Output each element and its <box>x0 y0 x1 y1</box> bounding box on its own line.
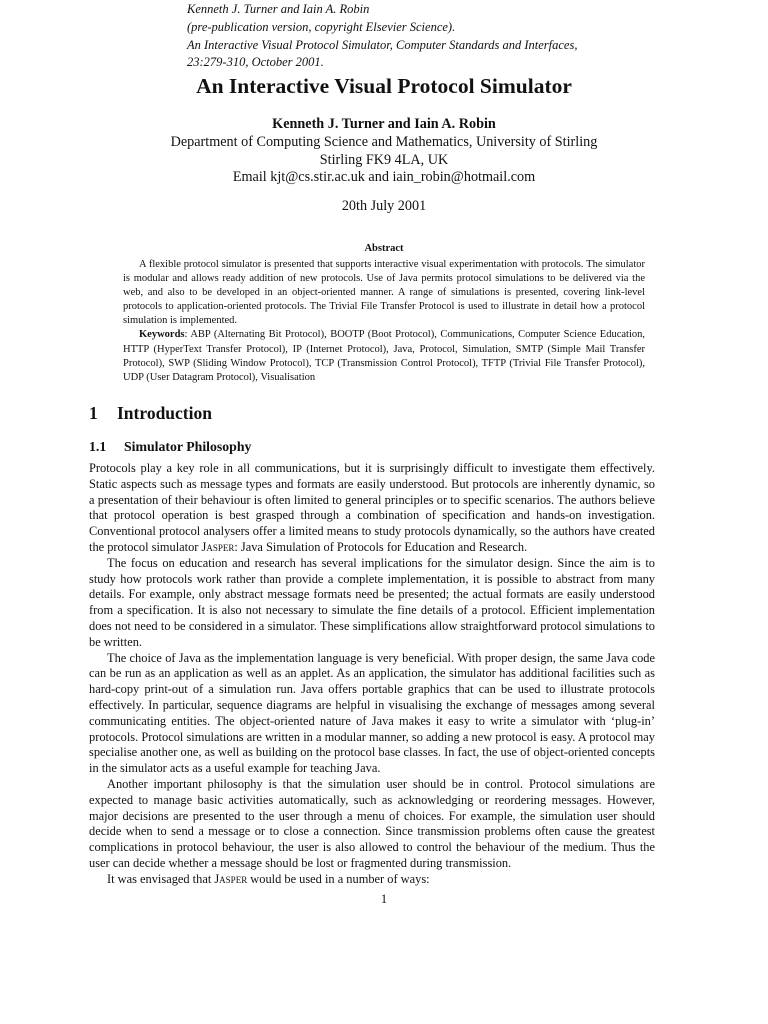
keywords-paragraph <box>123 328 645 384</box>
affiliation-line: Department of Computing Science and Mathematics, University of Stirling <box>170 134 598 150</box>
abstract-body <box>123 258 645 385</box>
publication-note-line: 23:279-310, October 2001. <box>187 55 324 70</box>
paragraph: The choice of Java as the implementation language is very beneficial. With proper design, the same Java code can be run as an application as well as an applet. As an application, the simulator has additional facilities such as hard-copy print-out of a simulation run. Java offers portable graphics that can be used to illustrate protocols effectively. In particular, sequence diagrams are helpful in visualising the exchange of messages among several communicating entities. The object-oriented nature of Java makes it easy to write a simulator with ‘plug-in’ protocols. Protocol simulations are written in a modular manner, so adding a new protocol is easy. A protocol may specialise another one, as well as building on the protocol base classes. In fact, the use of object-oriented concepts in the simulator acts as a useful example for teaching Java. <box>89 650 655 776</box>
publication-note-line: (pre-publication version, copyright Elsevier Science). <box>187 19 456 34</box>
paragraph: The focus on education and research has several implications for the simulator design. Since the aim is to study how protocols work rather than provide a complete implementation, it is possible to abstract from many details. For example, only abstract message formats need be presented; the actual formats are easily understood from a specification. It is also not necessary to simulate the fine details of a protocol. Efficient implementation does not need to be considered in a simulator. These simplifications allow straightforward protocol simulations to be written. <box>89 555 655 649</box>
affiliation <box>0 134 768 169</box>
abstract-text: A flexible protocol simulator is presented that supports interactive visual experimentation with protocols. The simulator is modular and allows ready addition of new protocols. Use of Java permits protocol simulations to be delivered via the web, and also to be developed in an object-oriented manner. A range of simulations is presented, covering link-level protocols to application-oriented protocols. The Trivial File Transfer Protocol is used to illustrate in detail how a protocol simulation is implemented. <box>123 259 645 327</box>
simulator-name: Jasper <box>214 871 248 886</box>
authors: Kenneth J. Turner and Iain A. Robin <box>272 116 496 132</box>
paragraph-text: It was envisaged that <box>107 871 215 886</box>
publication-note-line: Kenneth J. Turner and Iain A. Robin <box>187 2 370 16</box>
paragraph-text: : Java Simulation of Protocols for Education and Research. <box>234 539 528 554</box>
keywords-text: : ABP (Alternating Bit Protocol), BOOTP (Boot Protocol), Communications, Computer Science Education, HTTP (HyperText Transfer Protocol), IP (Internet Protocol), Java, Protocol, Simulation, SMTP (Simple Mail Transfer Protocol), SWP (Sliding Window Protocol), TCP (Transmission Control Protocol), TFTP (Trivial File Transfer Protocol), UDP (User Datagram Protocol), Visualisation <box>123 329 645 383</box>
section-heading-introduction <box>89 402 212 424</box>
page-number: 1 <box>380 892 388 906</box>
publication-note <box>187 1 747 72</box>
paragraph-text: Protocols play a key role in all communications, but it is surprisingly difficult to investigate them effectively. Static aspects such as message types and formats are easily understood. But protocols are inherently dynamic, so a presentation of their behaviour is often limited to general principles or to specific scenarios. The authors believe that protocol operation is best grasped through a combination of specification and hands-on investigation. Conventional protocol analysers offer a limited means to study protocols dynamically, so the authors have created the protocol simulator <box>89 461 655 554</box>
subsection-number: 1.1 <box>89 439 107 454</box>
body-text <box>89 461 655 888</box>
keywords-label: Keywords <box>139 329 185 341</box>
abstract-heading: Abstract <box>364 243 404 254</box>
subsection-heading-simulator-philosophy <box>89 438 251 456</box>
subsection-title: Simulator Philosophy <box>124 439 252 454</box>
section-title: Introduction <box>117 403 212 423</box>
email-line: Email kjt@cs.stir.ac.uk and iain_robin@hotmail.com <box>232 169 536 185</box>
paper-title: An Interactive Visual Protocol Simulator <box>196 74 572 98</box>
section-number: 1 <box>89 403 98 423</box>
paragraph: Another important philosophy is that the simulation user should be in control. Protocol simulations are expected to manage basic activities automatically, such as acknowledging or reordering messages. However, major decisions are presented to the user through a menu of choices. For example, the simulation user should decide when to send a message or to close a connection. Since transmission problems often cause the greatest complications in protocol behaviour, the user is also allowed to control the behaviour of the medium. Thus the user can decide whether a message should be lost or fragmented during transmission. <box>89 776 655 870</box>
simulator-name: Jasper <box>201 539 235 554</box>
paragraph <box>89 872 655 888</box>
paragraph <box>89 461 655 556</box>
affiliation-line: Stirling FK9 4LA, UK <box>319 151 449 168</box>
date: 20th July 2001 <box>341 198 427 214</box>
paragraph-text: would be used in a number of ways: <box>247 871 430 886</box>
publication-note-line: An Interactive Visual Protocol Simulator, Computer Standards and Interfaces, <box>187 37 578 52</box>
